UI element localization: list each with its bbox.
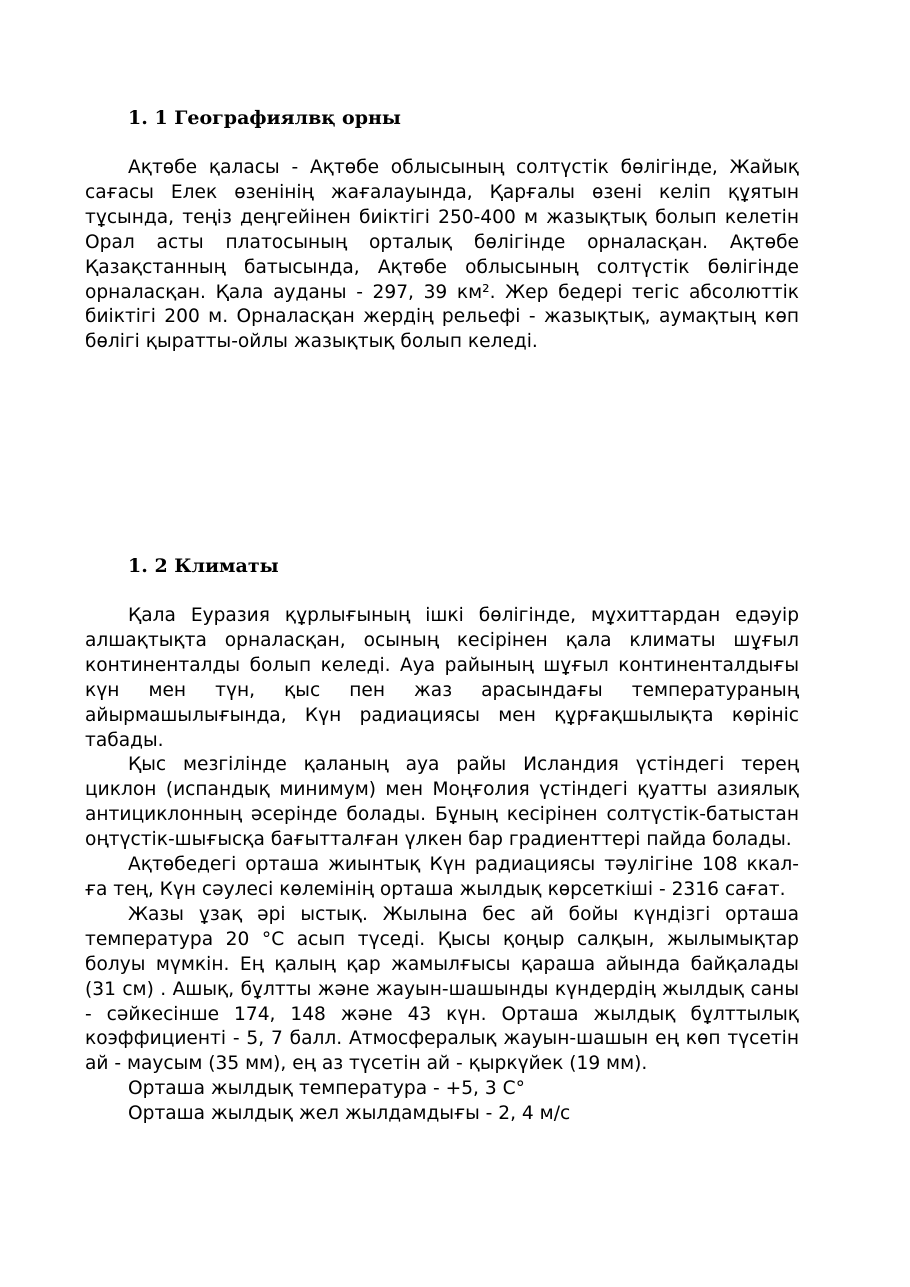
section-heading-geography: 1. 1 Географиялвқ орны	[128, 107, 401, 129]
paragraph: Жазы ұзақ әрі ыстық. Жылына бес ай бойы күндізгі орташа температура 20 °C асып түседі. Қысы қоңыр салқын, жылымықтар болуы мүмкін. Ең қалың қар жамылғысы қараша айында байқалады (31 см) . Ашық, бұлтты және жауын-шашынды күндердің жылдық саны - сәйкесінше 174, 148 және 43 күн. Орташа жылдық бұлттылық коэффициенті - 5, 7 балл. Атмосфералық жауын-шашын ең көп түсетін ай - маусым (35 мм), ең аз түсетін ай - қыркүйек (19 мм).	[85, 903, 799, 1075]
section-heading-climate: 1. 2 Климаты	[128, 555, 279, 577]
paragraph: Ақтөбе қаласы - Ақтөбе облысының солтүстік бөлігінде, Жайық сағасы Елек өзенінің жағалауында, Қарғалы өзені келіп құятын тұсында, теңіз деңгейінен биіктігі 250-400 м жазықтық болып келетін Орал асты платосының орталық бөлігінде орналасқан. Ақтөбе Қазақстанның батысында, Ақтөбе облысының солтүстік бөлігінде орналасқан. Қала ауданы - 297, 39 км². Жер бедері тегіс абсолюттік биіктігі 200 м. Орналасқан жердің рельефі - жазықтық, аумақтың көп бөлігі қыратты-ойлы жазықтық болып келеді.	[85, 157, 799, 353]
paragraph: Ақтөбедегі орташа жиынтық Күн радиациясы тәулігіне 108 ккал-ға тең, Күн сәулесі көлемінің орташа жылдық көрсеткіші - 2316 сағат.	[85, 854, 799, 900]
paragraph: Орташа жылдық температура - +5, 3 C°	[128, 1078, 525, 1100]
paragraph: Қыс мезгілінде қаланың ауа райы Исландия үстіндегі терең циклон (испандық минимум) мен Моңғолия үстіндегі қуатты азиялық антициклонның әсерінде болады. Бұның кесірінен солтүстік-батыстан оңтүстік-шығысқа бағытталған үлкен бар градиенттері пайда болады.	[85, 754, 799, 851]
section-climate-body	[85, 604, 799, 1127]
section-geography-body	[85, 156, 799, 355]
paragraph: Орташа жылдық жел жылдамдығы - 2, 4 м/с	[128, 1103, 571, 1125]
paragraph: Қала Еуразия құрлығының ішкі бөлігінде, мұхиттардан едәуір алшақтықта орналасқан, осының кесірінен қала климаты шұғыл континенталды болып келеді. Ауа райының шұғыл континенталдығы күн мен түн, қыс пен жаз арасындағы температураның айырмашылығында, Күн радиациясы мен құрғақшылықта көрініс табады.	[85, 605, 799, 751]
